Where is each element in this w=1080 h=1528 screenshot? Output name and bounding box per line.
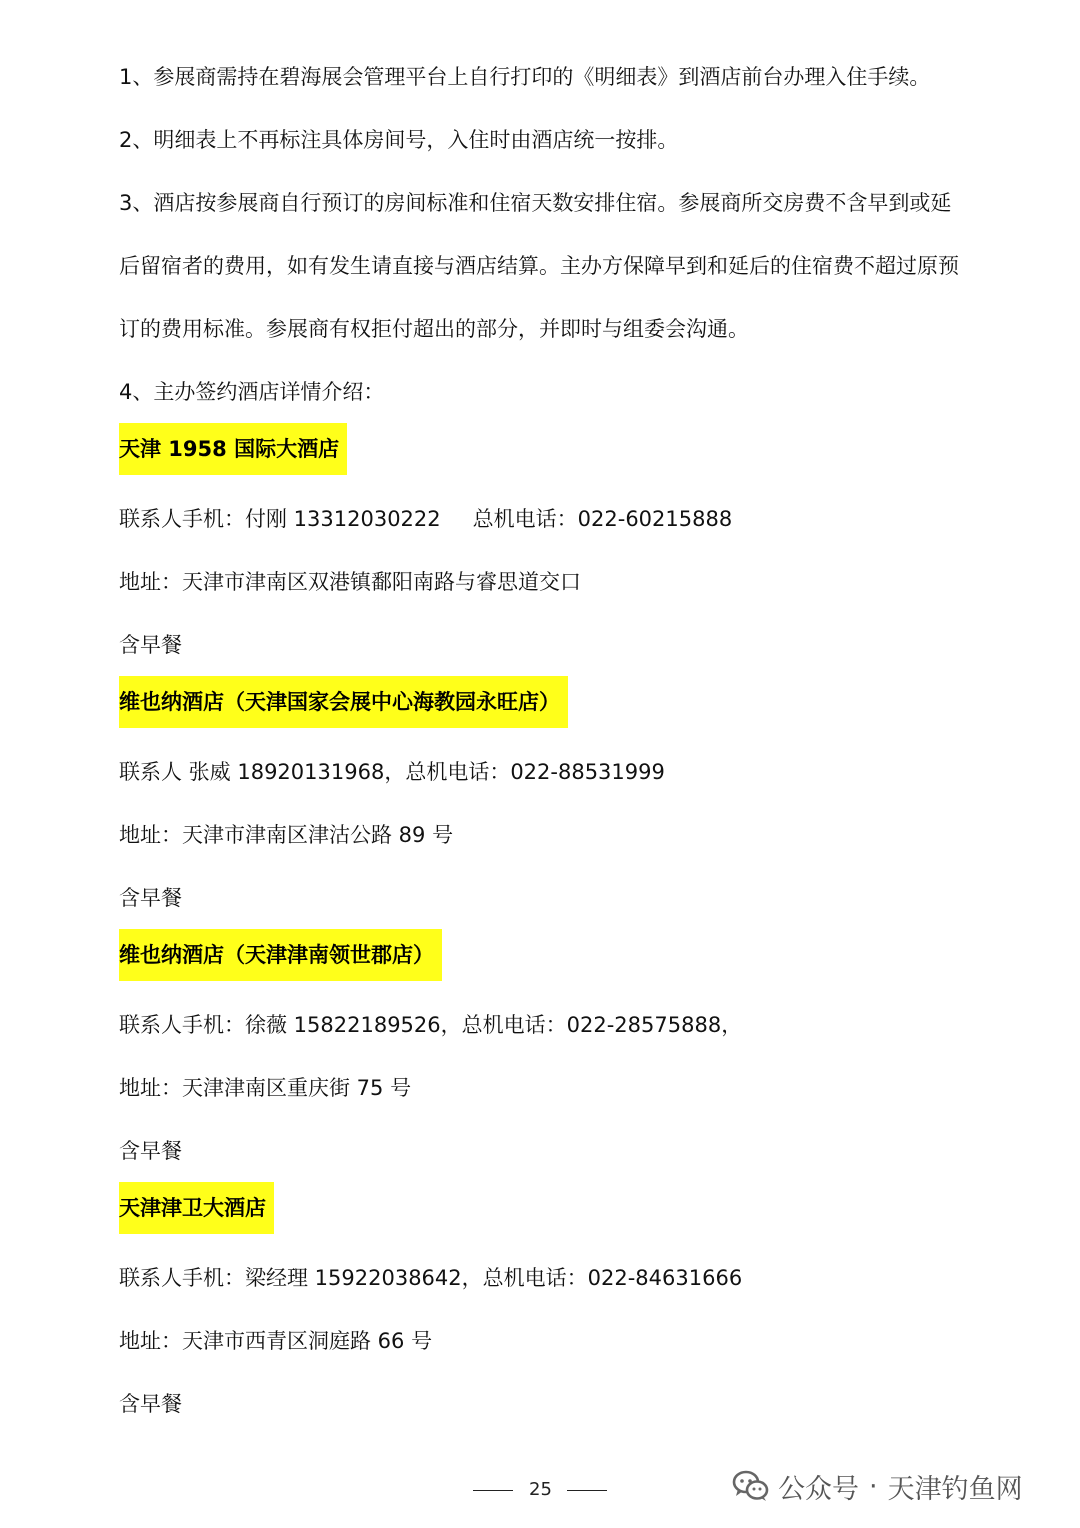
hotel-breakfast-vienna-lingshijun: 含早餐 bbox=[119, 1139, 182, 1163]
paragraph-4: 4、主办签约酒店详情介绍： bbox=[119, 380, 385, 404]
hotel-address-1958: 地址：天津市津南区双港镇鄱阳南路与睿思道交口 bbox=[119, 570, 581, 594]
hotel-contact-jinwei: 联系人手机：梁经理 15922038642，总机电话：022-84631666 bbox=[119, 1266, 743, 1290]
page-footer bbox=[470, 1476, 610, 1504]
watermark-account: 天津钓鱼网 bbox=[887, 1473, 1023, 1505]
hotel-address-vienna-lingshijun: 地址：天津津南区重庆街 75 号 bbox=[119, 1076, 412, 1100]
watermark-separator: · bbox=[869, 1470, 878, 1502]
page-number: 25 bbox=[529, 1479, 552, 1500]
hotel-contact-vienna-haijiaoyuan: 联系人 张威 18920131968，总机电话：022-88531999 bbox=[119, 760, 665, 784]
paragraph-3-line-2: 后留宿者的费用，如有发生请直接与酒店结算。主办方保障早到和延后的住宿费不超过原预 bbox=[119, 254, 959, 278]
hotel-contact-person: 联系人手机：付刚 13312030222 bbox=[119, 507, 441, 531]
hotel-heading-vienna-lingshijun: 维也纳酒店（天津津南领世郡店） bbox=[119, 929, 442, 981]
paragraph-2: 2、明细表上不再标注具体房间号，入住时由酒店统一按排。 bbox=[119, 128, 679, 152]
footer-dash-right bbox=[567, 1490, 607, 1491]
hotel-heading-1958: 天津 1958 国际大酒店 bbox=[119, 423, 347, 475]
hotel-heading-vienna-haijiaoyuan: 维也纳酒店（天津国家会展中心海教园永旺店） bbox=[119, 676, 568, 728]
watermark-label: 公众号 bbox=[778, 1473, 859, 1505]
wechat-icon bbox=[732, 1469, 770, 1503]
hotel-address-jinwei: 地址：天津市西青区洞庭路 66 号 bbox=[119, 1329, 433, 1353]
hotel-breakfast-vienna-haijiaoyuan: 含早餐 bbox=[119, 886, 182, 910]
hotel-breakfast-1958: 含早餐 bbox=[119, 633, 182, 657]
paragraph-1: 1、参展商需持在碧海展会管理平台上自行打印的《明细表》到酒店前台办理入住手续。 bbox=[119, 65, 931, 89]
footer-dash-left bbox=[473, 1490, 513, 1491]
wechat-watermark bbox=[732, 1466, 1023, 1506]
hotel-contact-vienna-lingshijun: 联系人手机：徐薇 15822189526，总机电话：022-28575888， bbox=[119, 1013, 743, 1037]
hotel-address-vienna-haijiaoyuan: 地址：天津市津南区津沽公路 89 号 bbox=[119, 823, 454, 847]
hotel-breakfast-jinwei: 含早餐 bbox=[119, 1392, 182, 1416]
paragraph-3-line-1: 3、酒店按参展商自行预订的房间标准和住宿天数安排住宿。参展商所交房费不含早到或延 bbox=[119, 191, 952, 215]
hotel-switchboard: 总机电话：022-60215888 bbox=[472, 507, 733, 531]
paragraph-3-line-3: 订的费用标准。参展商有权拒付超出的部分，并即时与组委会沟通。 bbox=[119, 317, 749, 341]
hotel-contact-1958 bbox=[119, 504, 732, 534]
hotel-heading-jinwei: 天津津卫大酒店 bbox=[119, 1182, 274, 1234]
